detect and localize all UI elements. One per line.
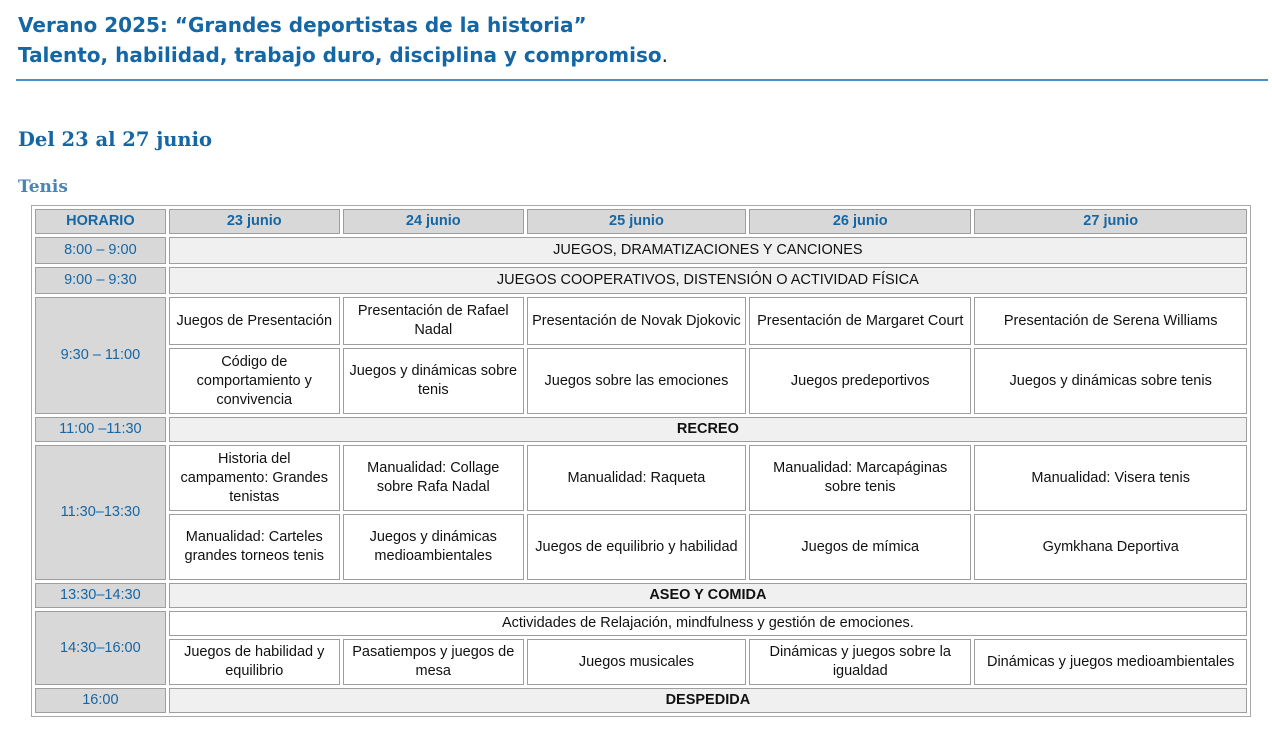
- table-row: [35, 688, 1247, 713]
- section-heading: Tenis: [18, 177, 68, 197]
- header-cell-day: 23 junio: [169, 209, 340, 234]
- schedule-table: [31, 205, 1251, 717]
- activity-cell: Juegos de mímica: [749, 514, 971, 580]
- week-heading: Del 23 al 27 junio: [18, 128, 213, 151]
- time-cell: 11:00 –11:30: [35, 417, 166, 442]
- time-cell: 16:00: [35, 688, 166, 713]
- activity-cell: Juegos predeportivos: [749, 348, 971, 414]
- subtitle-text: Talento, habilidad, trabajo duro, disciplina y compromiso: [18, 43, 662, 67]
- activity-cell: Manualidad: Carteles grandes torneos tenis: [169, 514, 340, 580]
- activity-cell: Manualidad: Visera tenis: [974, 445, 1247, 511]
- activity-cell: Presentación de Novak Djokovic: [527, 297, 746, 345]
- activity-cell: Juegos musicales: [527, 639, 746, 685]
- table-row: [35, 297, 1247, 345]
- activity-cell: Juegos y dinámicas sobre tenis: [974, 348, 1247, 414]
- activity-cell: Manualidad: Collage sobre Rafa Nadal: [343, 445, 524, 511]
- header-divider: [16, 79, 1268, 81]
- activity-cell: Presentación de Rafael Nadal: [343, 297, 524, 345]
- activity-cell: Presentación de Serena Williams: [974, 297, 1247, 345]
- document-title: Verano 2025: “Grandes deportistas de la historia”: [18, 13, 587, 37]
- time-cell: 13:30–14:30: [35, 583, 166, 608]
- activity-band: Actividades de Relajación, mindfulness y gestión de emociones.: [169, 611, 1247, 636]
- activity-band: ASEO Y COMIDA: [169, 583, 1247, 608]
- activity-cell: Dinámicas y juegos sobre la igualdad: [749, 639, 971, 685]
- table-row: [35, 267, 1247, 294]
- activity-cell: Juegos y dinámicas medioambientales: [343, 514, 524, 580]
- header-cell-day: 24 junio: [343, 209, 524, 234]
- activity-cell: Gymkhana Deportiva: [974, 514, 1247, 580]
- table-row: [35, 611, 1247, 636]
- activity-cell: Presentación de Margaret Court: [749, 297, 971, 345]
- table-row: [35, 639, 1247, 685]
- activity-band: JUEGOS, DRAMATIZACIONES Y CANCIONES: [169, 237, 1247, 264]
- header-cell-horario: HORARIO: [35, 209, 166, 234]
- document-header: [18, 10, 668, 70]
- table-header-row: [35, 209, 1247, 234]
- time-cell: 9:00 – 9:30: [35, 267, 166, 294]
- activity-cell: Historia del campamento: Grandes tenistas: [169, 445, 340, 511]
- activity-cell: Manualidad: Marcapáginas sobre tenis: [749, 445, 971, 511]
- header-cell-day: 26 junio: [749, 209, 971, 234]
- activity-cell: Manualidad: Raqueta: [527, 445, 746, 511]
- table-row: [35, 445, 1247, 511]
- activity-cell: Juegos de habilidad y equilibrio: [169, 639, 340, 685]
- table-row: [35, 514, 1247, 580]
- document-subtitle: [18, 40, 668, 70]
- header-cell-day: 27 junio: [974, 209, 1247, 234]
- time-cell: 11:30–13:30: [35, 445, 166, 580]
- activity-band: JUEGOS COOPERATIVOS, DISTENSIÓN O ACTIVIDAD FÍSICA: [169, 267, 1247, 294]
- header-cell-day: 25 junio: [527, 209, 746, 234]
- table-row: [35, 417, 1247, 442]
- table-row: [35, 237, 1247, 264]
- table-row: [35, 583, 1247, 608]
- activity-band: RECREO: [169, 417, 1247, 442]
- time-cell: 14:30–16:00: [35, 611, 166, 685]
- activity-cell: Juegos de Presentación: [169, 297, 340, 345]
- activity-band: DESPEDIDA: [169, 688, 1247, 713]
- time-cell: 9:30 – 11:00: [35, 297, 166, 414]
- activity-cell: Juegos sobre las emociones: [527, 348, 746, 414]
- activity-cell: Dinámicas y juegos medioambientales: [974, 639, 1247, 685]
- time-cell: 8:00 – 9:00: [35, 237, 166, 264]
- subtitle-period: .: [661, 43, 668, 67]
- activity-cell: Juegos y dinámicas sobre tenis: [343, 348, 524, 414]
- table-row: [35, 348, 1247, 414]
- activity-cell: Juegos de equilibrio y habilidad: [527, 514, 746, 580]
- activity-cell: Código de comportamiento y convivencia: [169, 348, 340, 414]
- activity-cell: Pasatiempos y juegos de mesa: [343, 639, 524, 685]
